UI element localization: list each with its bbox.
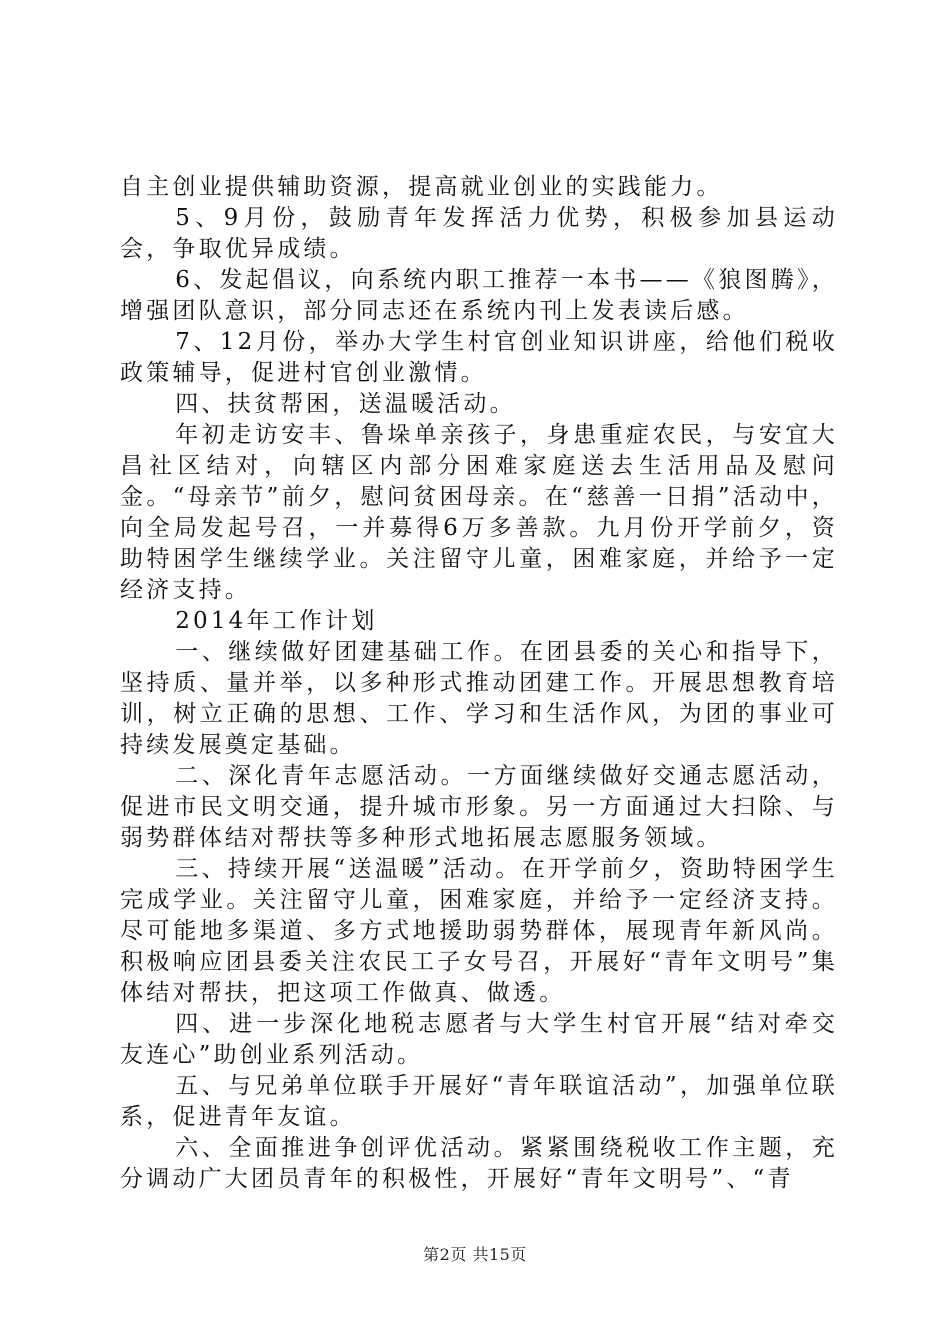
plan-item-6: 六、全面推进争创评优活动。紧紧围绕税收工作主题，充分调动广大团员青年的积极性，开展好“青年文明号”、“青 bbox=[120, 1135, 838, 1192]
plan-item-2: 二、深化青年志愿活动。一方面继续做好交通志愿活动，促进市民文明交通，提升城市形象。另一方面通过大扫除、与弱势群体结对帮扶等多种形式地拓展志愿服务领域。 bbox=[120, 763, 838, 851]
plan-item-5: 五、与兄弟单位联手开展好“青年联谊活动”，加强单位联系，促进青年友谊。 bbox=[120, 1073, 838, 1130]
paragraph-item-5: 5、9月份，鼓励青年发挥活力优势，积极参加县运动会，争取优异成绩。 bbox=[120, 205, 838, 262]
paragraph-continuation: 自主创业提供辅助资源，提高就业创业的实践能力。 bbox=[120, 174, 723, 200]
document-body bbox=[120, 172, 838, 1195]
paragraph-item-7: 7、12月份，举办大学生村官创业知识讲座，给他们税收政策辅导，促进村官创业激情。 bbox=[120, 329, 838, 386]
plan-item-3: 三、持续开展“送温暖”活动。在开学前夕，资助特困学生完成学业。关注留守儿童，困难家庭，并给予一定经济支持。尽可能地多渠道、多方式地援助弱势群体，展现青年新风尚。积极响应团县委关注农民工子女号召，开展好“青年文明号”集体结对帮扶，把这项工作做真、做透。 bbox=[120, 856, 838, 1006]
section-heading-poverty-relief: 四、扶贫帮困，送温暖活动。 bbox=[175, 391, 516, 417]
paragraph-item-6: 6、发起倡议，向系统内职工推荐一本书——《狼图腾》，增强团队意识，部分同志还在系统内刊上发表读后感。 bbox=[120, 267, 838, 324]
plan-item-1: 一、继续做好团建基础工作。在团县委的关心和指导下，坚持质、量并举，以多种形式推动团建工作。开展思想教育培训，树立正确的思想、工作、学习和生活作风，为团的事业可持续发展奠定基础。 bbox=[120, 639, 838, 758]
plan-item-4: 四、进一步深化地税志愿者与大学生村官开展“结对牵交友连心”助创业系列活动。 bbox=[120, 1011, 838, 1068]
section-heading-work-plan: 2014年工作计划 bbox=[175, 608, 378, 634]
page-number-footer: 第2页 共15页 bbox=[423, 1245, 527, 1264]
paragraph-poverty-relief: 年初走访安丰、鲁垛单亲孩子，身患重症农民，与安宜大昌社区结对，向辖区内部分困难家庭送去生活用品及慰问金。“母亲节”前夕，慰问贫困母亲。在“慈善一日捐”活动中，向全局发起号召，一并募得6万多善款。九月份开学前夕，资助特困学生继续学业。关注留守儿童，困难家庭，并给予一定经济支持。 bbox=[120, 422, 838, 603]
